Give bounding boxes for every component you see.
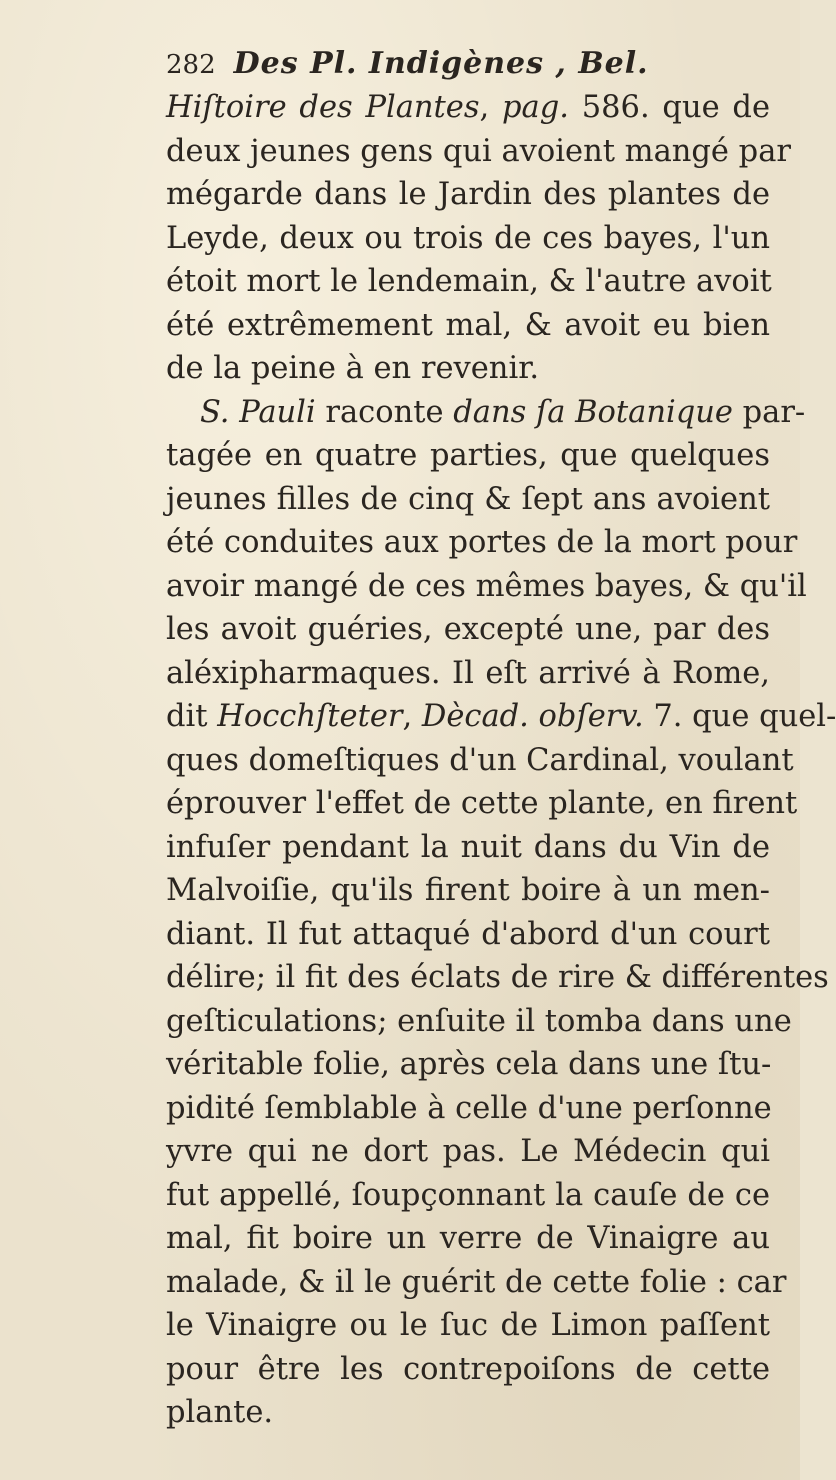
- italic-run: Dècad. obſerv.: [421, 699, 644, 734]
- italic-run: pag.: [502, 90, 569, 125]
- text-run: tagée en quatre parties, que quelques: [166, 438, 770, 473]
- text-run: geſticulations; enſuite il tomba dans une: [166, 1003, 792, 1039]
- text-run: étoit mort le lendemain, & l'autre avoit: [166, 264, 772, 299]
- text-line: [166, 1130, 770, 1174]
- text-line: [166, 565, 807, 609]
- italic-run: dans ſa Botanique: [453, 394, 733, 430]
- text-run: été conduites aux portes de la mort pour: [166, 525, 798, 560]
- text-run: été extrêmement mal, & avoit eu bien: [166, 307, 770, 343]
- text-run: infuſer pendant la nuit dans du Vin de: [166, 829, 770, 865]
- text-line: [166, 1304, 770, 1348]
- text-line: [166, 434, 770, 478]
- text-run: le Vinaigre ou le ſuc de Limon paſſent: [166, 1308, 770, 1343]
- text-line: [166, 869, 770, 913]
- text-run: véritable folie, après cela dans une ſtu-: [166, 1047, 772, 1082]
- text-run: ,: [479, 90, 502, 125]
- text-line: [166, 826, 770, 870]
- text-run: yvre qui ne dort pas. Le Médecin qui: [166, 1134, 770, 1169]
- text-run: ques domeſtiques d'un Cardinal, voulant: [166, 742, 794, 778]
- text-run: Malvoiſie, qu'ils firent boire à un men-: [166, 873, 770, 908]
- text-run: aléxipharmaques. Il eſt arrivé à Rome,: [166, 655, 770, 691]
- text-run: malade, & il le guérit de cette folie : car: [166, 1264, 787, 1300]
- text-line: [166, 956, 829, 1000]
- text-line: [166, 913, 770, 957]
- text-run: diant. Il fut attaqué d'abord d'un court: [166, 916, 770, 952]
- text-line: [166, 130, 791, 174]
- text-run: de la peine à en revenir.: [166, 351, 540, 386]
- text-line: [166, 478, 770, 522]
- text-line: [166, 1261, 787, 1305]
- text-run: par-: [732, 394, 806, 430]
- italic-run: Hocchſteter: [217, 699, 403, 734]
- text-run: délire; il fit des éclats de rire & différentes: [166, 960, 829, 995]
- text-line: [166, 86, 770, 130]
- text-line: [166, 1348, 770, 1392]
- text-line: [166, 391, 806, 435]
- text-line: [166, 217, 770, 261]
- text-line: [166, 173, 770, 217]
- text-run: mal, fit boire un verre de Vinaigre au: [166, 1221, 770, 1256]
- text-line: [166, 782, 798, 826]
- text-line: [166, 1391, 770, 1435]
- text-line: [166, 347, 770, 391]
- page-header: [166, 44, 726, 85]
- text-line: [166, 1043, 770, 1087]
- text-line: [166, 1174, 770, 1218]
- running-title: Des Pl. Indigènes , Bel.: [233, 46, 649, 81]
- text-run: Leyde, deux ou trois de ces bayes, l'un: [166, 220, 770, 256]
- text-line: [166, 521, 798, 565]
- body-text: [166, 86, 836, 1435]
- text-line: [166, 608, 770, 652]
- page-number: 282: [166, 50, 216, 80]
- text-run: éprouver l'effet de cette plante, en firent: [166, 786, 798, 821]
- text-run: deux jeunes gens qui avoient mangé par: [166, 133, 791, 169]
- italic-run: S. Pauli: [200, 394, 316, 430]
- text-line: [166, 695, 836, 739]
- text-run: fut appellé, ſoupçonnant la cauſe de ce: [166, 1177, 770, 1213]
- text-line: [166, 260, 770, 304]
- text-run: pour être les contrepoiſons de cette: [166, 1351, 770, 1387]
- text-run: ,: [402, 699, 422, 734]
- text-line: [166, 1217, 770, 1261]
- text-run: les avoit guéries, excepté une, par des: [166, 612, 770, 647]
- text-run: avoir mangé de ces mêmes bayes, & qu'il: [166, 568, 807, 604]
- text-run: plante.: [166, 1395, 274, 1430]
- text-run: jeunes filles de cinq & ſept ans avoient: [166, 481, 770, 517]
- text-line: [166, 1087, 770, 1131]
- text-line: [166, 739, 794, 783]
- text-run: dit: [166, 699, 218, 734]
- text-run: 7. que quel-: [643, 699, 836, 734]
- text-run: mégarde dans le Jardin des plantes de: [166, 177, 770, 212]
- text-run: pidité ſemblable à celle d'une perſonne: [166, 1090, 772, 1126]
- text-run: raconte: [315, 394, 454, 430]
- text-run: 586. que de: [568, 90, 770, 125]
- text-line: [166, 304, 770, 348]
- text-line: [166, 652, 770, 696]
- text-line: [166, 1000, 792, 1044]
- italic-run: Hiſtoire des Plantes: [166, 90, 480, 125]
